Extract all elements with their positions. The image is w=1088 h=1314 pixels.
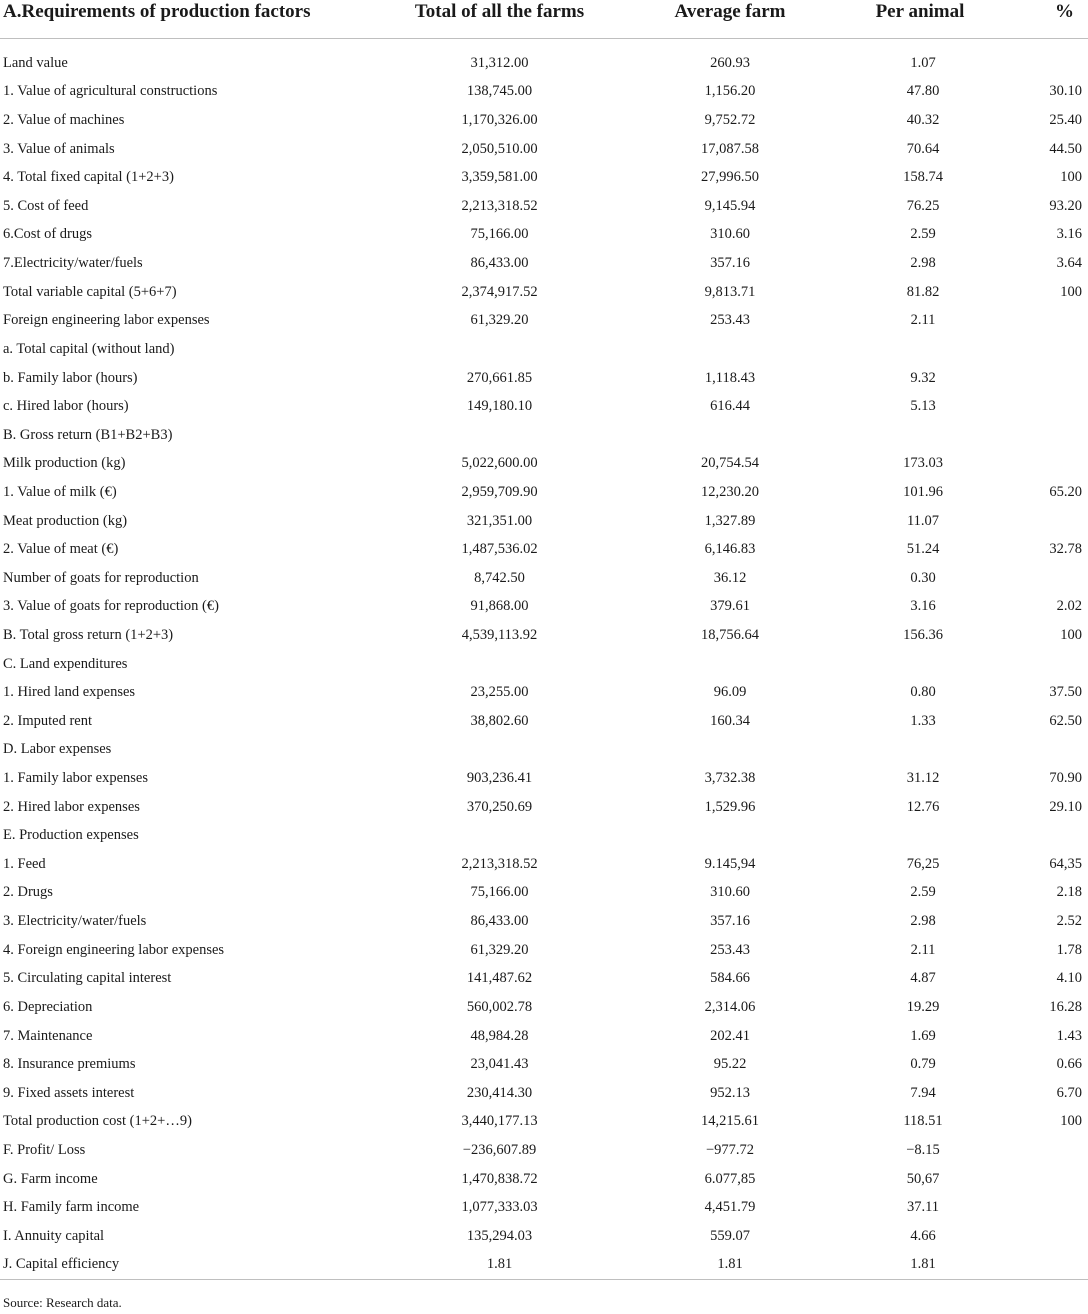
per-animal-cell: 2.11 [910,941,936,958]
average-farm-cell: 18,756.64 [701,626,759,643]
row-label-cell: 3. Value of animals [3,140,115,157]
average-farm-cell: 12,230.20 [701,483,759,500]
per-animal-cell: 4.66 [910,1227,936,1244]
average-farm-cell: 96.09 [713,684,747,701]
row-label-cell: 8. Insurance premiums [3,1056,136,1073]
percent-cell [1032,1193,1088,1222]
total-all-farms-cell [347,335,652,364]
per-animal-cell: 0.30 [910,569,936,586]
percent-cell: 16.28 [1049,998,1082,1015]
per-animal-cell: 47.80 [906,83,940,100]
percent-cell: 44.50 [1049,140,1082,157]
per-animal-cell: 118.51 [903,1113,943,1130]
row-label-cell: 2. Value of machines [3,112,125,129]
per-animal-cell: 76.25 [906,197,940,214]
average-farm-cell [652,421,808,450]
per-animal-cell [808,421,1032,450]
average-farm-cell: 160.34 [710,712,750,729]
per-animal-cell: 70.64 [906,140,940,157]
table-row [0,535,1088,564]
total-all-farms-cell: 31,312.00 [470,54,529,71]
per-animal-cell: 1.07 [910,54,936,71]
body-top-spacer [0,39,1088,50]
per-animal-cell: 0.79 [910,1056,936,1073]
row-label-cell: Milk production (kg) [3,455,126,472]
percent-cell: 25.40 [1049,112,1082,129]
average-farm-cell: 1,529.96 [704,798,756,815]
total-all-farms-cell [347,421,652,450]
source-note: Source: Research data. [3,1295,122,1310]
total-all-farms-cell: 135,294.03 [466,1227,533,1244]
per-animal-cell: 37.11 [906,1199,940,1216]
average-farm-cell: 4,451.79 [704,1199,756,1216]
total-all-farms-cell: 903,236.41 [466,770,533,787]
average-farm-cell: 357.16 [710,913,750,930]
table-row [0,1165,1088,1194]
table-row [0,821,1088,850]
total-all-farms-cell: 1,487,536.02 [461,541,538,558]
per-animal-cell: 1.81 [910,1256,936,1273]
percent-cell [1032,1165,1088,1194]
row-label-cell: B. Total gross return (1+2+3) [3,626,174,643]
table-row [0,49,1088,78]
percent-cell: 62.50 [1049,712,1082,729]
per-animal-cell: 3.16 [910,598,936,615]
row-label-cell: H. Family farm income [3,1199,140,1216]
average-farm-cell: 9,752.72 [704,112,756,129]
row-label-cell: 6. Depreciation [3,998,93,1015]
per-animal-cell: 156.36 [903,626,943,643]
per-animal-cell: 1.69 [910,1027,936,1044]
row-label-cell: I. Annuity capital [3,1227,105,1244]
average-farm-cell: 36.12 [713,569,747,586]
row-label-cell: G. Farm income [3,1170,98,1187]
total-all-farms-cell: 2,213,318.52 [461,855,538,872]
total-all-farms-cell: 23,255.00 [470,684,529,701]
per-animal-cell: 12.76 [906,798,940,815]
average-farm-cell [652,821,808,850]
percent-cell: 64,35 [1049,855,1082,872]
percent-cell: 3.16 [1056,226,1082,243]
total-all-farms-cell: 1,470,838.72 [461,1170,538,1187]
average-farm-cell: 1,156.20 [704,83,756,100]
per-animal-cell: 40.32 [906,112,940,129]
total-all-farms-cell: 48,984.28 [470,1027,529,1044]
percent-cell: 1.78 [1056,941,1082,958]
percent-cell: 93.20 [1049,197,1082,214]
total-all-farms-cell: 2,213,318.52 [461,197,538,214]
percent-cell: 32.78 [1049,541,1082,558]
per-animal-cell: 2.98 [910,913,936,930]
per-animal-cell: 9.32 [910,369,936,386]
percent-cell [1032,1251,1088,1280]
average-farm-cell: 3,732.38 [704,770,756,787]
percent-cell [1032,1136,1088,1165]
per-animal-cell: 2.11 [910,312,936,329]
total-all-farms-cell: 2,050,510.00 [461,140,538,157]
total-all-farms-cell: 61,329.20 [470,312,529,329]
header-percent-text: % [1055,1,1074,22]
per-animal-cell: 0.80 [910,684,936,701]
header-requirements-text: A.Requirements of production factors [3,1,311,22]
table-row [0,135,1088,164]
average-farm-cell: 952.13 [710,1084,750,1101]
table-row [0,450,1088,479]
percent-cell [1032,450,1088,479]
row-label-cell: 1. Value of milk (€) [3,483,117,500]
percent-cell: 1.43 [1056,1027,1082,1044]
row-label-cell: C. Land expenditures [3,655,128,672]
average-farm-cell: 616.44 [710,398,750,415]
total-all-farms-cell: 321,351.00 [466,512,533,529]
table-row [0,1251,1088,1280]
percent-cell: 100 [1060,169,1082,186]
table-row [0,306,1088,335]
per-animal-cell: 5.13 [910,398,936,415]
total-all-farms-cell [347,650,652,679]
row-label-cell: 7.Electricity/water/fuels [3,255,143,272]
percent-cell: 0.66 [1056,1056,1082,1073]
total-all-farms-cell: 370,250.69 [466,798,533,815]
average-farm-cell: 584.66 [710,970,750,987]
percent-cell: 100 [1060,1113,1082,1130]
total-all-farms-cell: 75,166.00 [470,226,529,243]
average-farm-cell: 202.41 [710,1027,750,1044]
average-farm-cell: 253.43 [710,312,750,329]
percent-cell: 70.90 [1049,770,1082,787]
percent-cell: 2.52 [1056,913,1082,930]
row-label-cell: F. Profit/ Loss [3,1141,86,1158]
total-all-farms-cell: 2,959,709.90 [461,483,538,500]
average-farm-cell: 6,146.83 [704,541,756,558]
percent-cell: 29.10 [1049,798,1082,815]
total-all-farms-cell: 149,180.10 [466,398,533,415]
table-row [0,1136,1088,1165]
total-all-farms-cell: −236,607.89 [462,1141,537,1158]
row-label-cell: Meat production (kg) [3,512,128,529]
table-row [0,364,1088,393]
table-row [0,1022,1088,1051]
row-label-cell: 1. Family labor expenses [3,770,148,787]
table-row [0,221,1088,250]
row-label-cell: 2. Value of meat (€) [3,541,119,558]
row-label-cell: 7. Maintenance [3,1027,93,1044]
average-farm-cell: 559.07 [710,1227,750,1244]
table-row [0,907,1088,936]
percent-cell: 100 [1060,283,1082,300]
total-all-farms-cell: 4,539,113.92 [461,626,538,643]
footer-rule [0,1280,1088,1281]
average-farm-cell [652,650,808,679]
row-label-cell: Land value [3,54,68,71]
footer-rule-cell [0,1280,1088,1281]
total-all-farms-cell: 1.81 [486,1256,513,1273]
average-farm-cell [652,736,808,765]
per-animal-cell: 19.29 [906,998,940,1015]
table-row [0,764,1088,793]
total-all-farms-cell: 560,002.78 [466,998,533,1015]
total-all-farms-cell: 86,433.00 [470,913,529,930]
percent-cell [1032,1222,1088,1251]
average-farm-cell: 379.61 [710,598,750,615]
total-all-farms-cell: 61,329.20 [470,941,529,958]
per-animal-cell: 1.33 [910,712,936,729]
percent-cell [1032,49,1088,78]
header-per-animal [808,0,1032,39]
average-farm-cell: 95.22 [713,1056,747,1073]
table-row [0,478,1088,507]
total-all-farms-cell [347,821,652,850]
per-animal-cell: 50,67 [906,1170,940,1187]
percent-cell: 6.70 [1056,1084,1082,1101]
total-all-farms-cell: 138,745.00 [466,83,533,100]
percent-cell: 37.50 [1049,684,1082,701]
percent-cell [1032,650,1088,679]
row-label-cell: Foreign engineering labor expenses [3,312,210,329]
row-label-cell: 5. Cost of feed [3,197,89,214]
table-row [0,650,1088,679]
total-all-farms-cell: 3,359,581.00 [461,169,538,186]
total-all-farms-cell: 75,166.00 [470,884,529,901]
total-all-farms-cell: 141,487.62 [466,970,533,987]
average-farm-cell: 310.60 [710,226,750,243]
table-row [0,850,1088,879]
row-label-cell: 4. Foreign engineering labor expenses [3,941,225,958]
table-row [0,192,1088,221]
row-label-cell: D. Labor expenses [3,741,112,758]
table-row [0,879,1088,908]
per-animal-cell [808,650,1032,679]
row-label-cell: 1. Value of agricultural constructions [3,83,218,100]
per-animal-cell [808,335,1032,364]
average-farm-cell: 20,754.54 [701,455,759,472]
total-all-farms-cell: 86,433.00 [470,255,529,272]
row-label-cell: Total production cost (1+2+…9) [3,1113,192,1130]
header-requirements [0,0,347,39]
total-all-farms-cell: 5,022,600.00 [461,455,538,472]
table-row [0,993,1088,1022]
per-animal-cell [808,736,1032,765]
percent-cell [1032,507,1088,536]
percent-cell: 3.64 [1056,255,1082,272]
row-label-cell: 1. Hired land expenses [3,684,136,701]
table-row [0,1108,1088,1137]
per-animal-cell: 81.82 [906,283,940,300]
per-animal-cell: −8.15 [906,1141,940,1158]
total-all-farms-cell: 8,742.50 [474,569,525,586]
row-label-cell: Number of goats for reproduction [3,569,199,586]
average-farm-cell: 6.077,85 [704,1170,756,1187]
total-all-farms-cell: 23,041.43 [470,1056,529,1073]
average-farm-cell: 9.145,94 [704,855,756,872]
table-row [0,678,1088,707]
table-row [0,278,1088,307]
average-farm-cell: 1.81 [717,1256,743,1273]
per-animal-cell: 11.07 [906,512,940,529]
average-farm-cell: 27,996.50 [701,169,759,186]
per-animal-cell: 2.98 [910,255,936,272]
per-animal-cell: 158.74 [903,169,943,186]
average-farm-cell: 9,145.94 [704,197,756,214]
row-label-cell: Total variable capital (5+6+7) [3,283,177,300]
per-animal-cell: 173.03 [903,455,943,472]
row-label-cell: 6.Cost of drugs [3,226,93,243]
table-row [0,421,1088,450]
table-row [0,106,1088,135]
row-label-cell: c. Hired labor (hours) [3,398,129,415]
row-label-cell: 2. Drugs [3,884,53,901]
table-row [0,1079,1088,1108]
average-farm-cell: 1,327.89 [704,512,756,529]
table-row [0,392,1088,421]
average-farm-cell: 253.43 [710,941,750,958]
per-animal-cell: 7.94 [910,1084,936,1101]
total-all-farms-cell [347,736,652,765]
per-animal-cell: 2.59 [910,884,936,901]
row-label-cell: 9. Fixed assets interest [3,1084,135,1101]
table-row [0,707,1088,736]
percent-cell [1032,421,1088,450]
percent-cell: 4.10 [1056,970,1082,987]
per-animal-cell: 2.59 [910,226,936,243]
average-farm-cell: 260.93 [710,54,750,71]
percent-cell [1032,736,1088,765]
percent-cell [1032,392,1088,421]
header-total-text: Total of all the farms [414,1,585,22]
table-row [0,736,1088,765]
per-animal-cell: 76,25 [906,855,940,872]
per-animal-cell: 4.87 [910,970,936,987]
average-farm-cell: 357.16 [710,255,750,272]
table-row [0,335,1088,364]
spacer-cell [0,39,1088,50]
average-farm-cell [652,335,808,364]
per-animal-cell: 51.24 [906,541,940,558]
table-row [0,593,1088,622]
total-all-farms-cell: 1,170,326.00 [461,112,538,129]
header-average-text: Average farm [674,1,786,22]
header-percent [1032,0,1088,39]
row-label-cell: 4. Total fixed capital (1+2+3) [3,169,174,186]
average-farm-cell: −977.72 [705,1141,755,1158]
header-average [652,0,808,39]
header-row [0,0,1088,39]
total-all-farms-cell: 270,661.85 [466,369,533,386]
average-farm-cell: 1,118.43 [704,369,756,386]
table-row [0,564,1088,593]
average-farm-cell: 9,813.71 [704,283,756,300]
percent-cell: 30.10 [1049,83,1082,100]
per-animal-cell: 101.96 [903,483,943,500]
row-label-cell: 1. Feed [3,855,46,872]
table-row [0,1050,1088,1079]
table-row [0,1222,1088,1251]
table-row [0,163,1088,192]
header-per-animal-text: Per animal [875,1,965,22]
percent-cell [1032,364,1088,393]
row-label-cell: 2. Imputed rent [3,712,92,729]
table-body [0,39,1088,1280]
row-label-cell: 2. Hired labor expenses [3,798,140,815]
row-label-cell: E. Production expenses [3,827,139,844]
average-farm-cell: 14,215.61 [701,1113,759,1130]
total-all-farms-cell: 3,440,177.13 [461,1113,538,1130]
per-animal-cell: 31.12 [906,770,940,787]
percent-cell [1032,564,1088,593]
average-farm-cell: 17,087.58 [701,140,759,157]
percent-cell [1032,306,1088,335]
total-all-farms-cell: 230,414.30 [466,1084,533,1101]
table-row [0,78,1088,107]
row-label-cell: 3. Value of goats for reproduction (€) [3,598,219,615]
table-row [0,936,1088,965]
header-total [347,0,652,39]
table-row [0,1193,1088,1222]
row-label-cell: a. Total capital (without land) [3,340,175,357]
total-all-farms-cell: 38,802.60 [470,712,529,729]
per-animal-cell [808,821,1032,850]
row-label-cell: 5. Circulating capital interest [3,970,172,987]
row-label-cell: J. Capital efficiency [3,1256,120,1273]
total-all-farms-cell: 91,868.00 [470,598,529,615]
percent-cell [1032,335,1088,364]
row-label-cell: b. Family labor (hours) [3,369,138,386]
total-all-farms-cell: 2,374,917.52 [461,283,538,300]
percent-cell: 65.20 [1049,483,1082,500]
row-label-cell: B. Gross return (B1+B2+B3) [3,426,173,443]
table-row [0,965,1088,994]
percent-cell [1032,821,1088,850]
percent-cell: 2.18 [1056,884,1082,901]
average-farm-cell: 2,314.06 [704,998,756,1015]
row-label-cell: 3. Electricity/water/fuels [3,913,147,930]
table-row [0,249,1088,278]
percent-cell: 2.02 [1056,598,1082,615]
total-all-farms-cell: 1,077,333.03 [461,1199,538,1216]
table-row [0,793,1088,822]
table-row [0,621,1088,650]
average-farm-cell: 310.60 [710,884,750,901]
table-row [0,507,1088,536]
percent-cell: 100 [1060,626,1082,643]
